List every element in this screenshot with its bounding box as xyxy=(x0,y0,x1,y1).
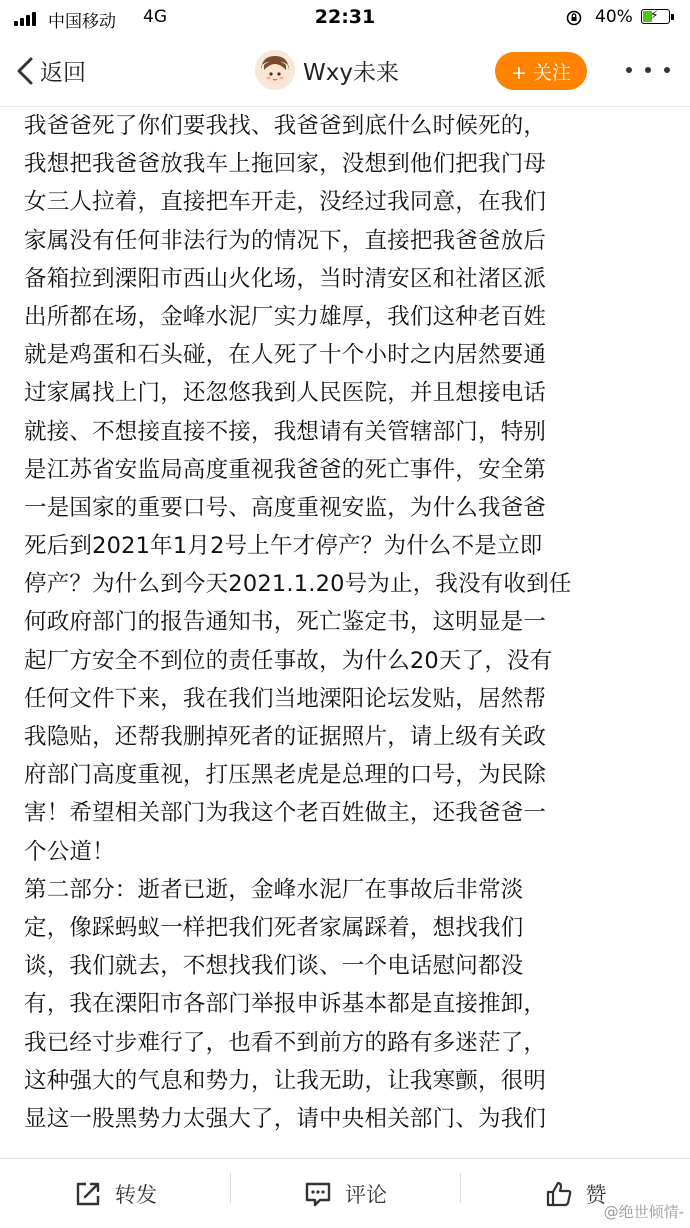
like-label: 赞 xyxy=(585,1182,607,1207)
battery-cap xyxy=(671,14,674,20)
comment-label: 评论 xyxy=(345,1182,387,1207)
content-line: 定，像踩蚂蚁一样把我们死者家属踩着，想找我们 xyxy=(24,914,524,941)
content-line: 起厂方安全不到位的责任事故，为什么20天了，没有 xyxy=(24,647,553,674)
status-bar xyxy=(0,0,690,38)
back-chevron-icon xyxy=(14,56,36,86)
more-icon[interactable] xyxy=(626,58,670,82)
content-line: 何政府部门的报告通知书，死亡鉴定书，这明显是一 xyxy=(24,609,547,636)
content-line: 死后到2021年1月2号上午才停产？为什么不是立即 xyxy=(24,533,543,560)
content-line: 过家属找上门，还忽悠我到人民医院，并且想接电话 xyxy=(24,380,547,407)
content-line: 一是国家的重要口号、高度重视安监，为什么我爸爸 xyxy=(24,494,547,521)
content-line: 谈，我们就去，不想找我们谈、一个电话慰问都没 xyxy=(24,953,524,980)
content-line: 家属没有任何非法行为的情况下，直接把我爸爸放后 xyxy=(24,227,547,254)
content-line: 这种强大的气息和势力，让我无助，让我寒颤，很明 xyxy=(24,1067,547,1094)
status-time: 22:31 xyxy=(314,6,376,28)
content-line: 任何文件下来，我在我们当地溧阳论坛发贴，居然帮 xyxy=(24,685,547,712)
avatar[interactable] xyxy=(255,50,295,90)
content-line: 害！希望相关部门为我这个老百姓做主，还我爸爸一 xyxy=(24,800,547,827)
back-button[interactable] xyxy=(14,54,86,87)
author-name[interactable]: Wxy未来 xyxy=(303,59,399,86)
battery-percent: 40% xyxy=(595,7,633,27)
content-line: 是江苏省安监局高度重视我爸爸的死亡事件，安全第 xyxy=(24,456,547,483)
repost-button[interactable] xyxy=(0,1159,230,1228)
repost-icon xyxy=(73,1179,103,1209)
nav-bar xyxy=(0,38,690,107)
content-line: 就是鸡蛋和石头碰，在人死了十个小时之内居然要通 xyxy=(24,342,547,369)
post-content xyxy=(24,107,674,1155)
content-line: 有，我在溧阳市各部门举报申诉基本都是直接推卸， xyxy=(24,991,547,1018)
content-line: 就接、不想接直接不接，我想请有关管辖部门，特别 xyxy=(24,418,547,445)
author-info[interactable] xyxy=(255,50,399,90)
content-line: 府部门高度重视，打压黑老虎是总理的口号，为民除 xyxy=(24,762,547,789)
content-line: 显这一股黑势力太强大了，请中央相关部门、为我们 xyxy=(24,1105,547,1132)
network-type: 4G xyxy=(143,7,167,27)
rotation-lock-icon xyxy=(566,10,582,26)
content-line: 我想把我爸爸放我车上拖回家，没想到他们把我门母 xyxy=(24,151,547,178)
carrier-name: 中国移动 xyxy=(48,12,116,32)
bottom-toolbar xyxy=(0,1158,690,1228)
comment-icon xyxy=(303,1179,333,1209)
content-line: 我已经寸步难行了，也看不到前方的路有多迷茫了， xyxy=(24,1029,547,1056)
content-line: 我隐贴，还帮我删掉死者的证据照片，请上级有关政 xyxy=(24,724,547,750)
content-line: 个公道！ xyxy=(24,838,115,865)
battery-icon: ⚡ xyxy=(641,9,670,24)
content-line: 停产？为什么到今天2021.1.20号为止，我没有收到任 xyxy=(24,571,572,598)
content-line: 女三人拉着，直接把车开走，没经过我同意，在我们 xyxy=(24,189,547,216)
like-icon xyxy=(544,1179,574,1209)
back-label: 返回 xyxy=(40,60,86,86)
content-line: 出所都在场，金峰水泥厂实力雄厚，我们这种老百姓 xyxy=(24,303,547,330)
repost-label: 转发 xyxy=(115,1182,157,1207)
follow-button[interactable]: + 关注 xyxy=(495,52,587,90)
content-line: 我爸爸死了你们要我找、我爸爸到底什么时候死的， xyxy=(24,113,547,139)
comment-button[interactable] xyxy=(230,1159,460,1228)
watermark: @绝世倾情- xyxy=(603,1203,684,1221)
content-line: 备箱拉到溧阳市西山火化场，当时清安区和社渚区派 xyxy=(24,265,547,292)
content-line: 第二部分：逝者已逝，金峰水泥厂在事故后非常淡 xyxy=(24,876,524,903)
